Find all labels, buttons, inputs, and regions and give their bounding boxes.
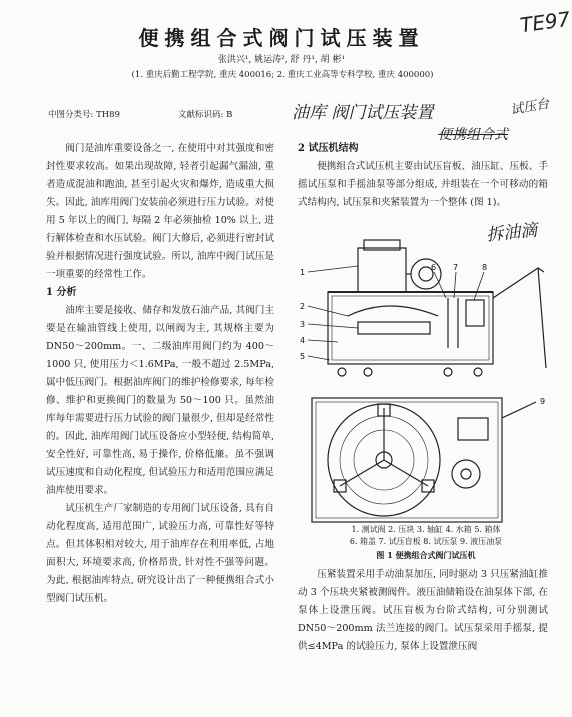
callout-1: 1 [300, 268, 306, 277]
paper-authors: 张洪兴¹, 姚运涛², 舒 丹¹, 胡 彬¹ [217, 55, 346, 65]
figure-legend-line-1: 1. 测试阀 2. 压块 3. 轴缸 4. 水箱 5. 箱体 [351, 525, 501, 534]
box-body [328, 292, 493, 364]
section-2-paragraph-1: 便携组合式试压机主要由试压盲板、油压缸、压板、手摇试压泵和手摇油泵等部分组成, 并组装在一个可移动的箱式结构内, 试压泵和夹紧装置为一个整体 (图 1)。 [298, 161, 548, 208]
figure-legend-line-2: 6. 箱盖 7. 试压盲板 8. 试压泵 9. 液压油泵 [349, 537, 503, 546]
callout-3: 3 [300, 320, 306, 329]
figure-1-diagram [298, 238, 553, 524]
callout-4: 4 [300, 336, 306, 345]
section-1-paragraph-2: 试压机生产厂家制造的专用阀门试压设备, 具有自动化程度高, 适用范围广, 试验压力高, 可靠性好等特点。但其体积相对较大, 用于油库存在利用率低, 占地面积大, 环境要求高, 价格昂贵, 针对性不强等问题。为此, 根据油库特点, 研究设计出了一种便携组合式小型阀门试压机。 [46, 503, 274, 604]
handwritten-note-right: 试压台 [509, 96, 551, 119]
intro-paragraph: 阀门是油库重要设备之一, 在使用中对其强度和密封性要求较高。如果出现故障, 轻者引起漏气漏油, 重者造成混油和跑油, 甚至引起火灾和爆炸, 造成重大损失。因此, 油库用阀门安装前必须进行压力试验。对使用 5 年以上的阀门, 每隔 2 年必须抽检 10% 以上, 进行解体检查和水压试验。阀门大修后, 必须进行密封试验并根据情况进行强度试验。所以, 油库中阀门试压是一项重要的经常性工作。 [46, 143, 274, 280]
handwritten-note-lower: 拆油滴 [485, 220, 539, 246]
section-2-paragraph-2: 压紧装置采用手动油泵加压, 同时驱动 3 只压紧油缸推动 3 个压块夹紧被测阀件。液压油储箱设在油泵体下部, 在泵体上设泄压阀。试压盲板为台阶式结构, 可分别测试 DN50～200mm 法兰连接的阀门。试压泵采用手摇泵, 提供≤4MPa 的试验压力, 泵体上设置泄压阀 [298, 569, 548, 652]
callout-6: 6 [431, 263, 437, 272]
right-column-bottom [298, 566, 548, 656]
handwritten-class-code: TE97 [518, 6, 572, 38]
paper-affiliation: (1. 重庆后勤工程学院, 重庆 400016; 2. 重庆工业高等专科学校, 重庆 400000) [131, 70, 434, 80]
callout-5: 5 [300, 352, 306, 361]
callout-8: 8 [482, 263, 488, 272]
document-code: 文献标识码: B [178, 110, 233, 120]
section-1-paragraph-1: 油库主要是接收、储存和发放石油产品, 其阀门主要是在输油管线上使用, 以闸阀为主, 其规格主要为 DN50～200mm。一、二级油库用阀门约为 400～1000 只, 使用压力＜1.6MPa, 一般不超过 2.5MPa, 属中低压阀门。根据油库阀门的维护检修要求, 每年检修、维护和更换阀门的数量为 50～100 只。虽然油库每年需要进行压力试验的阀门量很少, 但却是经常性的。因此, 油库用阀门试压设备应小型轻便, 结构简单, 安全性好, 可靠性高, 易于操作, 价格低廉。虽不强调试压速度和自动化程度, 但试验压力和适用范围应满足油库使用要求。 [46, 305, 274, 496]
test-valve-body [358, 248, 406, 292]
handwritten-note-keywords: 油库 阀门试压装置 [292, 103, 434, 123]
pump-handle [493, 268, 544, 298]
callout-7: 7 [453, 263, 459, 272]
test-valve-flange [411, 259, 441, 289]
section-2-heading: 2 试压机结构 [298, 143, 359, 154]
left-column [46, 140, 274, 608]
top-view-drawing [312, 398, 536, 522]
paper-title: 便携组合式阀门试压装置 [138, 26, 425, 50]
right-column-top [298, 140, 548, 212]
figure-caption: 图 1 便携组合式阀门试压机 [376, 550, 476, 560]
callout-2: 2 [300, 302, 306, 311]
section-1-heading: 1 分析 [46, 287, 77, 298]
callout-9: 9 [540, 397, 546, 406]
handwritten-note-struck: 便携组合式 [438, 127, 508, 143]
clc-number: 中图分类号: TH89 [48, 110, 120, 120]
